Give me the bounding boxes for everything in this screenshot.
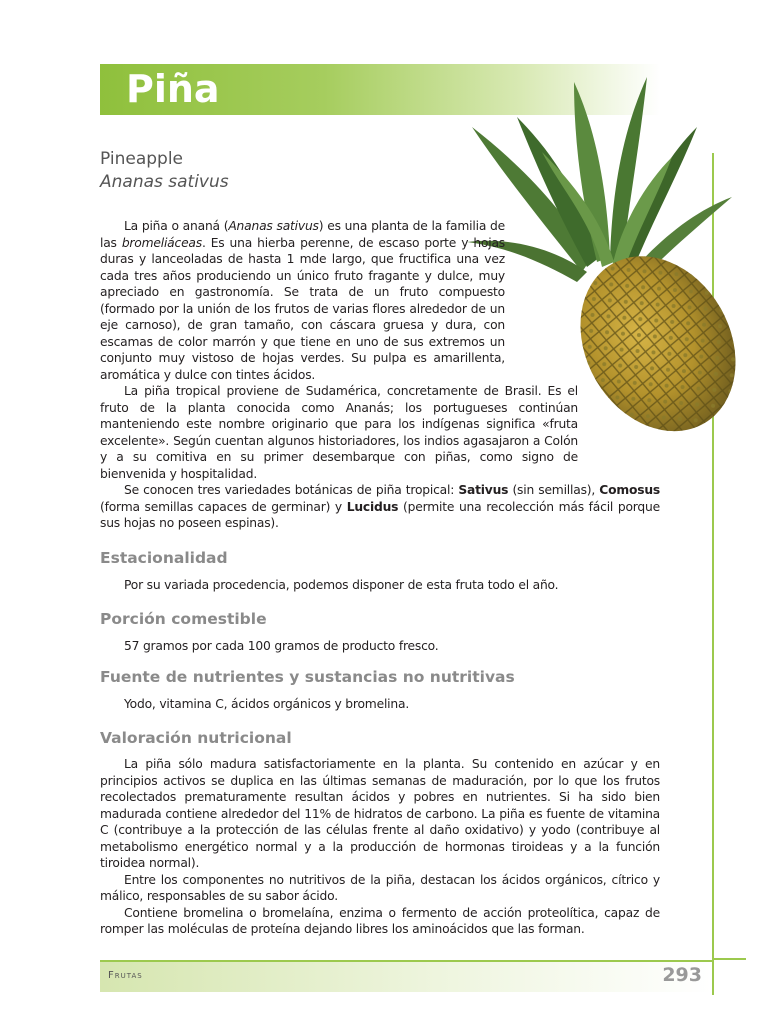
paragraph: Entre los componentes no nutritivos de la piña, destacan los ácidos orgánicos, cítrico y málico, responsables de su sabor ácido. (100, 872, 660, 903)
text-run: (sin semillas), (508, 483, 600, 497)
section-text-estacionalidad (100, 577, 660, 594)
scientific-name: Ananas sativus (100, 172, 229, 192)
paragraph: Contiene bromelina o bromelaína, enzima o fermento de acción proteolítica, capaz de romper las moléculas de proteína dejando libres los aminoácidos que las forman. (100, 905, 660, 936)
section-text-fuente (100, 696, 660, 713)
page-number: 293 (662, 964, 702, 986)
intro-paragraph-1 (100, 218, 505, 383)
paragraph: Por su variada procedencia, podemos disponer de esta fruta todo el año. (124, 578, 559, 592)
family-name-inline: bromeliáceas (121, 235, 202, 250)
footer-rule-extension (712, 958, 746, 960)
variety-name: Sativus (458, 483, 509, 497)
page-footer (100, 960, 712, 992)
scientific-name-inline: Ananas sativus (228, 219, 319, 233)
section-heading-estacionalidad: Estacionalidad (100, 549, 228, 567)
common-name: Pineapple (100, 149, 184, 169)
text-run: . Es una hierba perenne, de escaso porte y hojas duras y lanceoladas de hasta 1 mde largo, que fructifica una vez cada tres años produciendo un único fruto fragante y dulce, muy apreciado en gastronomía. Se trata de un fruto compuesto (formado por la unión de los frutos de varias flores alrededor de un eje carnoso), de gran tamaño, con cáscara gruesa y dura, con escamas de color marrón y que tiene en uno de sus extremos un conjunto muy vistoso de hojas verdes. Su pulpa es amarillenta, aromática y dulce con tintes ácidos. (100, 235, 506, 382)
section-label: Frutas (108, 970, 143, 981)
text-run: (permite una recolección más fácil porque sus hojas no poseen espinas). (100, 499, 660, 530)
paragraph: 57 gramos por cada 100 gramos de producto fresco. (124, 639, 439, 653)
intro-paragraph-2: La piña tropical proviene de Sudamérica, concretamente de Brasil. Es el fruto de la planta conocida como Ananás; los portugueses continúan manteniendo este nombre originario que para los indígenas significa «fruta excelente». Según cuentan algunos historiadores, los indios agasajaron a Colón y a su comitiva en su primer desembarque con piñas, como signo de bienvenida y hospitalidad. (100, 384, 578, 481)
page-title: Piña (126, 67, 220, 111)
variety-name: Comosus (599, 483, 660, 497)
text-run: Se conocen tres variedades botánicas de piña tropical: (124, 483, 459, 497)
intro-paragraph-3 (100, 482, 660, 532)
section-text-valoracion (100, 756, 660, 938)
section-text-porcion (100, 638, 660, 655)
text-run: ) es una planta de la familia de las (100, 219, 505, 250)
section-heading-fuente: Fuente de nutrientes y sustancias no nutritivas (100, 668, 515, 686)
text-run: La piña o ananá ( (124, 219, 229, 233)
text-run: (forma semillas capaces de germinar) y (100, 499, 347, 514)
paragraph: Yodo, vitamina C, ácidos orgánicos y bromelina. (124, 697, 410, 711)
variety-name: Lucidus (346, 499, 399, 514)
intro-text (100, 218, 660, 532)
section-heading-valoracion: Valoración nutricional (100, 729, 292, 747)
paragraph: La piña sólo madura satisfactoriamente en la planta. Su contenido en azúcar y en principios activos se duplica en las últimas semanas de maduración, por lo que los frutos recolectados prematuramente resultan ácidos y pobres en nutrientes. Si ha sido bien madurada contiene alrededor del 11% de hidratos de carbono. La piña es fuente de vitamina C (contribuye a la protección de las células frente al daño oxidativo) y yodo (contribuye al metabolismo energético normal y a la producción de hormonas tiroideas y a la función tiroidea normal). (100, 757, 660, 870)
section-heading-porcion: Porción comestible (100, 610, 267, 628)
